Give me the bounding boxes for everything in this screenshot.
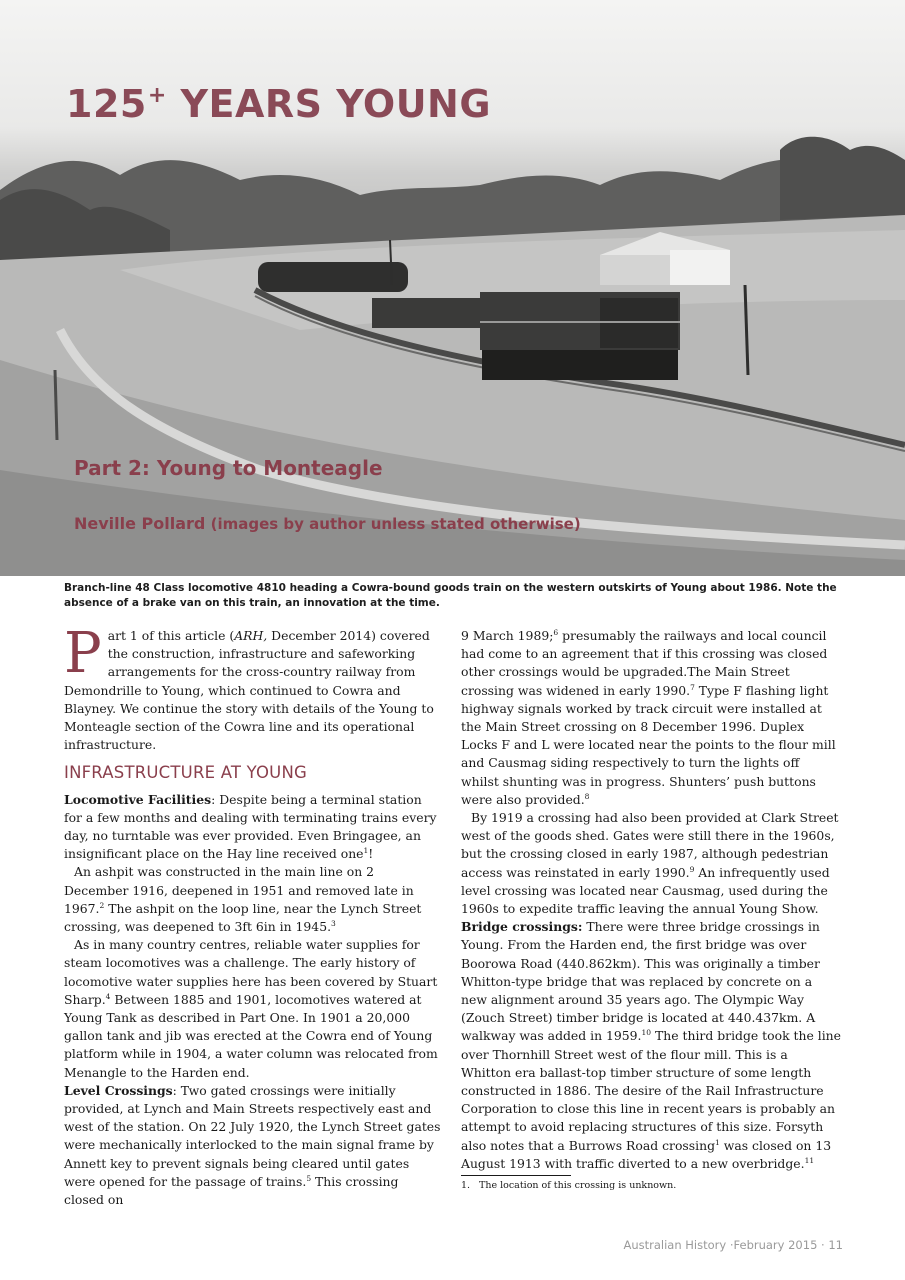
page-footer: Australian History ·February 2015 · 11 [623,1238,843,1252]
part-subtitle: Part 2: Young to Monteagle [74,456,383,480]
drop-cap: P [64,621,102,686]
intro-paragraph: Part 1 of this article (ARH, December 2014) covered the construction, infrastructure and safeworking arrangements for the cross-country railway from Demondrille to Young, which continued to Cowra and Blayney. We continue the story with details of the Young to Monteagle section of the Cowra line and its operational infrastructure. [64,621,434,753]
paragraph-clark-street: By 1919 a crossing had also been provided at Clark Street west of the goods shed. Gates were still there in the 1960s, but the crossing closed in early 1987, although pedestrian access was reinstated in early 1990.$^9$ An infrequently used level crossing was located near Causmag, used during the 1960s to expedite traffic leaving the annual Young Show. [461,810,839,917]
paragraph-main-street: 9 March 1989;$^6$ presumably the railways and local council had come to an agreement that if this crossing was closed other crossings would be upgraded.The Main Street crossing was widened in early 1990.$^7$ Type F flashing light highway signals worked by track circuit were installed at the Main Street crossing on 8 December 1996. Duplex Locks F and L were located near the points to the flour mill and Causmag siding respectively to turn the lights off whilst shunting was in progress. Shunters’ push buttons were also provided.$^8$ [461,627,836,807]
image-credit: (images by author unless stated otherwise) [205,515,581,533]
paragraph-water: As in many country centres, reliable water supplies for steam locomotives was a challenge. The early history of locomotive water supplies here has been covered by Stuart Sharp.$^4$ Between 1885 and 1901, locomotives watered at Young Tank as described in Part One. In 1901 a 20,000 gallon tank and jib was erected at the Cowra end of Young platform while in 1904, a water column was relocated from Menangle to the Harden end. [64,937,438,1080]
author-name: Neville Pollard [74,514,206,533]
section-heading: INFRASTRUCTURE AT YOUNG [64,763,307,783]
footnote-divider [461,1175,571,1176]
paragraph-level-crossings: Level Crossings: Two gated crossings were initially provided, at Lynch and Main Streets respectively east and west of the station. On 22 July 1920, the Lynch Street gates were mechanically interlocked to the main signal frame by Annett key to prevent signals being cleared until gates were opened for the passage of trains.$^5$ This crossing closed on [64,1082,441,1208]
paragraph-bridge-crossings: Bridge crossings: There were three bridge crossings in Young. From the Harden end, the first bridge was over Boorowa Road (440.862km). This was originally a timber Whitton-type bridge that was replaced by concrete on a new alignment around 35 years ago. The Olympic Way (Zouch Street) timber bridge is located at 440.437km. A walkway was added in 1959.10 The third bridge took the line over Thornhill Street west of the flour mill. This is a Whitton era ballast-top timber structure of some length constructed in 1886. The desire of the Rail Infrastructure Corporation to close this line in recent years is probably an attempt to avoid replacing structures of this size. Forsyth also notes that a Burrows Road crossing$^1$ was closed on 13 August 1913 with traffic diverted to a new overbridge.$^{11}$ [461,919,841,1171]
column-right [461,627,841,1173]
article-title: 125+ YEARS YOUNG [66,82,492,126]
photo-caption: Branch-line 48 Class locomotive 4810 heading a Cowra-bound goods train on the western outskirts of Young about 1986. Note the absence of a brake van on this train, an innovation at the time. [64,582,837,609]
paragraph-ashpit: An ashpit was constructed in the main line on 2 December 1916, deepened in 1951 and removed late in 1967.$^2$ The ashpit on the loop line, near the Lynch Street crossing, was deepened to 3ft 6in in 1945.$^3$ [64,864,422,935]
byline [74,514,581,533]
paragraph-locomotive-facilities: Locomotive Facilities: Despite being a terminal station for a few months and dealing with terminating trains every day, no turntable was ever provided. Even Bringagee, an insignificant place on the Hay line received one$^1$! [64,791,437,862]
column-left [64,621,442,1209]
footnote: 1. The location of this crossing is unknown. [461,1180,677,1191]
